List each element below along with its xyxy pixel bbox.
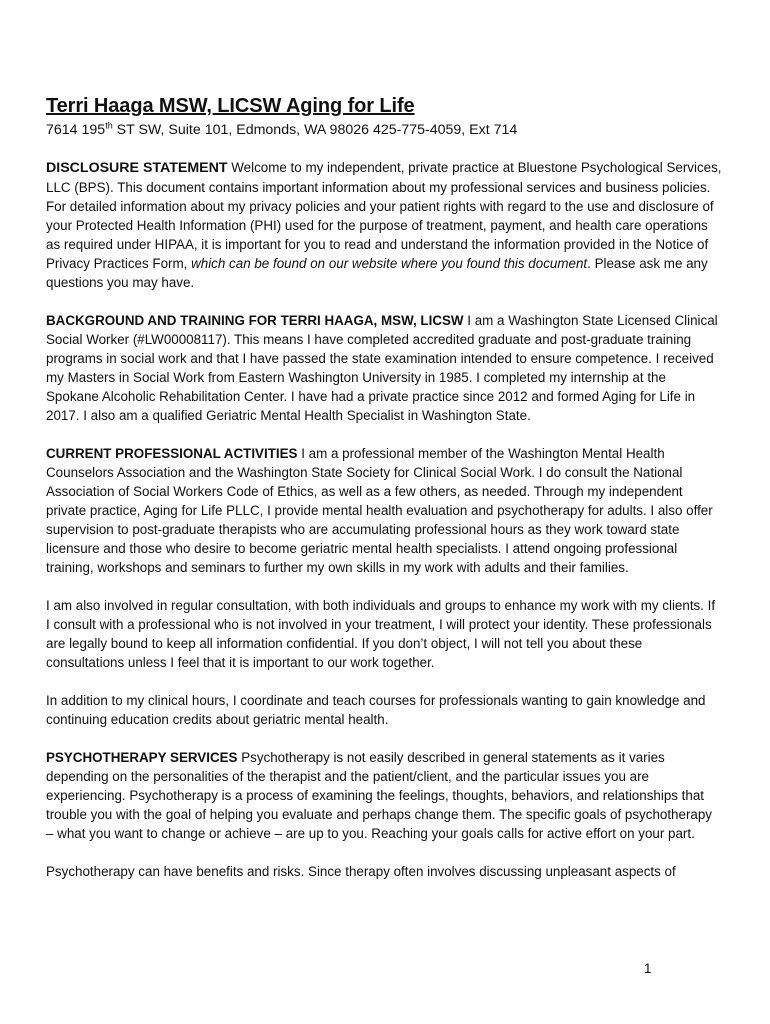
- disclosure-text-end: . Please ask me any questions you may have.: [46, 256, 708, 290]
- psychotherapy-heading: PSYCHOTHERAPY SERVICES: [46, 750, 238, 765]
- psychotherapy-text: Psychotherapy is not easily described in general statements as it varies depending on the personalities of the therapist and the patient/client, and the particular issues you are experiencing. Psychotherapy is a process of examining the feelings, thoughts, behaviors, and relationships that trouble you with the goal of helping you evaluate and perhaps change them. The specific goals of psychotherapy – what you want to change or achieve – are up to you. Reaching your goals calls for active effort on your part.: [46, 750, 713, 841]
- activities-text: I am a professional member of the Washington Mental Health Counselors Association and the Washington State Society for Clinical Social Work. I do consult the National Association of Social Workers Code of Ethics, as well as a few others, as needed. Through my independent private practice, Aging for Life PLLC, I provide mental health evaluation and psychotherapy for adults. I also offer supervision to post-graduate therapists who are accumulating professional hours as they work toward state licensure and those who desire to become geriatric mental health specialists. I attend ongoing professional training, workshops and seminars to further my own skills in my work with adults and their families.: [46, 446, 713, 575]
- document-title: Terri Haaga MSW, LICSW Aging for Life: [46, 95, 415, 117]
- consultation-paragraph: I am also involved in regular consultation, with both individuals and groups to enhance my work with my clients. If I consult with a professional who is not involved in your treatment, I will protect your identity. These professionals are legally bound to keep all information confidential. If you don’t object, I will not tell you about these consultations unless I feel that it is important to our work together.: [46, 598, 716, 670]
- address-street-number: 7614 195: [46, 122, 106, 138]
- page-number: 1: [644, 961, 652, 976]
- address-ordinal-suffix: th: [105, 120, 113, 131]
- disclosure-text: Welcome to my independent, private practice at Bluestone Psychological Services, LLC (BPS). This document contains important information about my professional services and business policies. For detailed information about my privacy policies and your patient rights with regard to the use and disclosure of your Protected Health Information (PHI) used for the purpose of treatment, payment, and health care operations as required under HIPAA, it is important for you to read and understand the information provided in the Notice of Privacy Practices Form,: [46, 160, 722, 271]
- benefits-paragraph: Psychotherapy can have benefits and risks. Since therapy often involves discussing unpleasant aspects of: [46, 864, 676, 879]
- disclosure-italic-text: which can be found on our website where you found this document: [191, 256, 588, 271]
- address-rest: ST SW, Suite 101, Edmonds, WA 98026 425-775-4059, Ext 714: [112, 122, 518, 138]
- psychotherapy-paragraph: [46, 748, 722, 843]
- background-heading: BACKGROUND AND TRAINING FOR TERRI HAAGA, MSW, LICSW: [46, 313, 464, 328]
- teaching-paragraph: In addition to my clinical hours, I coordinate and teach courses for professionals wanting to gain knowledge and continuing education credits about geriatric mental health.: [46, 693, 706, 727]
- document-page: [46, 94, 722, 881]
- activities-paragraph: [46, 444, 722, 577]
- background-paragraph: [46, 311, 722, 425]
- activities-heading: CURRENT PROFESSIONAL ACTIVITIES: [46, 446, 298, 461]
- disclosure-paragraph: [46, 158, 722, 292]
- disclosure-heading: DISCLOSURE STATEMENT: [46, 160, 228, 176]
- background-text: I am a Washington State Licensed Clinical Social Worker (#LW00008117). This means I have completed accredited graduate and post-graduate training programs in social work and that I have passed the state examination intended to ensure competence. I received my Masters in Social Work from Eastern Washington University in 1985. I completed my internship at the Spokane Alcoholic Rehabilitation Center. I have had a private practice since 2012 and formed Aging for Life in 2017. I also am a qualified Geriatric Mental Health Specialist in Washington State.: [46, 313, 718, 423]
- practice-address: [46, 120, 722, 140]
